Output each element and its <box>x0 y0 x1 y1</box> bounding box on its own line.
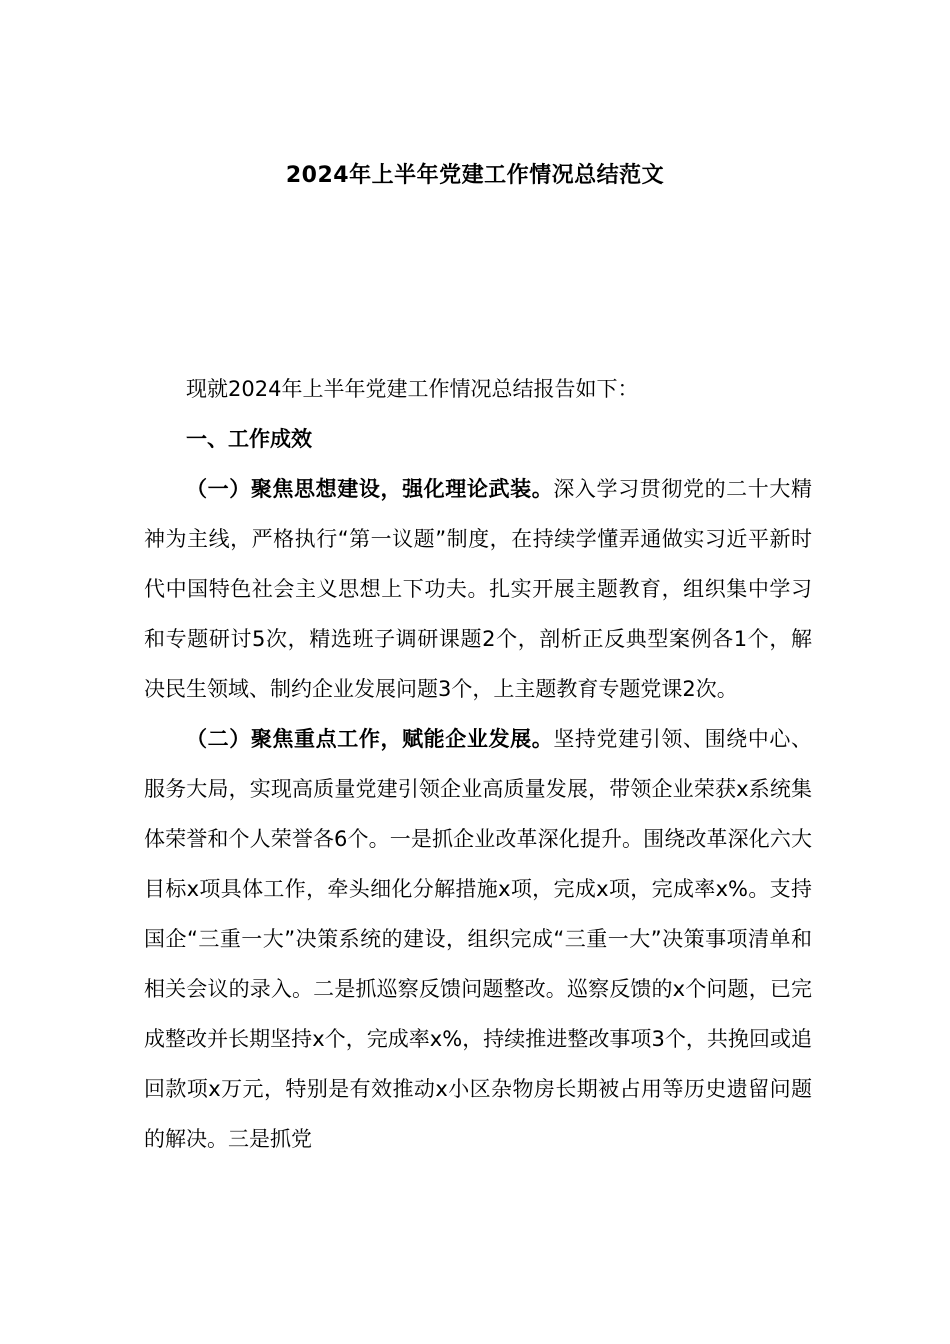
subsection-lead-2: （二）聚焦重点工作，赋能企业发展。 <box>186 727 554 751</box>
subsection-lead-1: （一）聚焦思想建设，强化理论武装。 <box>186 477 554 501</box>
subsection-paragraph-2 <box>144 714 812 1164</box>
document-title: 2024年上半年党建工作情况总结范文 <box>285 163 665 188</box>
section-heading: 一、工作成效 <box>186 427 312 451</box>
subsection-text-2: 坚持党建引领、围绕中心、服务大局，实现高质量党建引领企业高质量发展，带领企业荣获x系统集体荣誉和个人荣誉各6个。一是抓企业改革深化提升。围绕改革深化六大目标x项具体工作，牵头细化分解措施x项，完成x项，完成率x%。支持国企“三重一大”决策系统的建设，组织完成“三重一大”决策事项清单和相关会议的录入。二是抓巡察反馈问题整改。巡察反馈的x个问题，已完成整改并长期坚持x个，完成率x%，持续推进整改事项3个，共挽回或追回款项x万元，特别是有效推动x小区杂物房长期被占用等历史遗留问题的解决。三是抓党 <box>144 727 813 1151</box>
intro-paragraph: 现就2024年上半年党建工作情况总结报告如下： <box>186 377 639 401</box>
subsection-paragraph-1 <box>144 464 812 714</box>
subsection-text-1: 深入学习贯彻党的二十大精神为主线，严格执行“第一议题”制度，在持续学懂弄通做实习近平新时代中国特色社会主义思想上下功夫。扎实开展主题教育，组织集中学习和专题研讨5次，精选班子调研课题2个，剖析正反典型案例各1个，解决民生领域、制约企业发展问题3个，上主题教育专题党课2次。 <box>144 477 813 701</box>
document-body <box>144 364 812 1164</box>
